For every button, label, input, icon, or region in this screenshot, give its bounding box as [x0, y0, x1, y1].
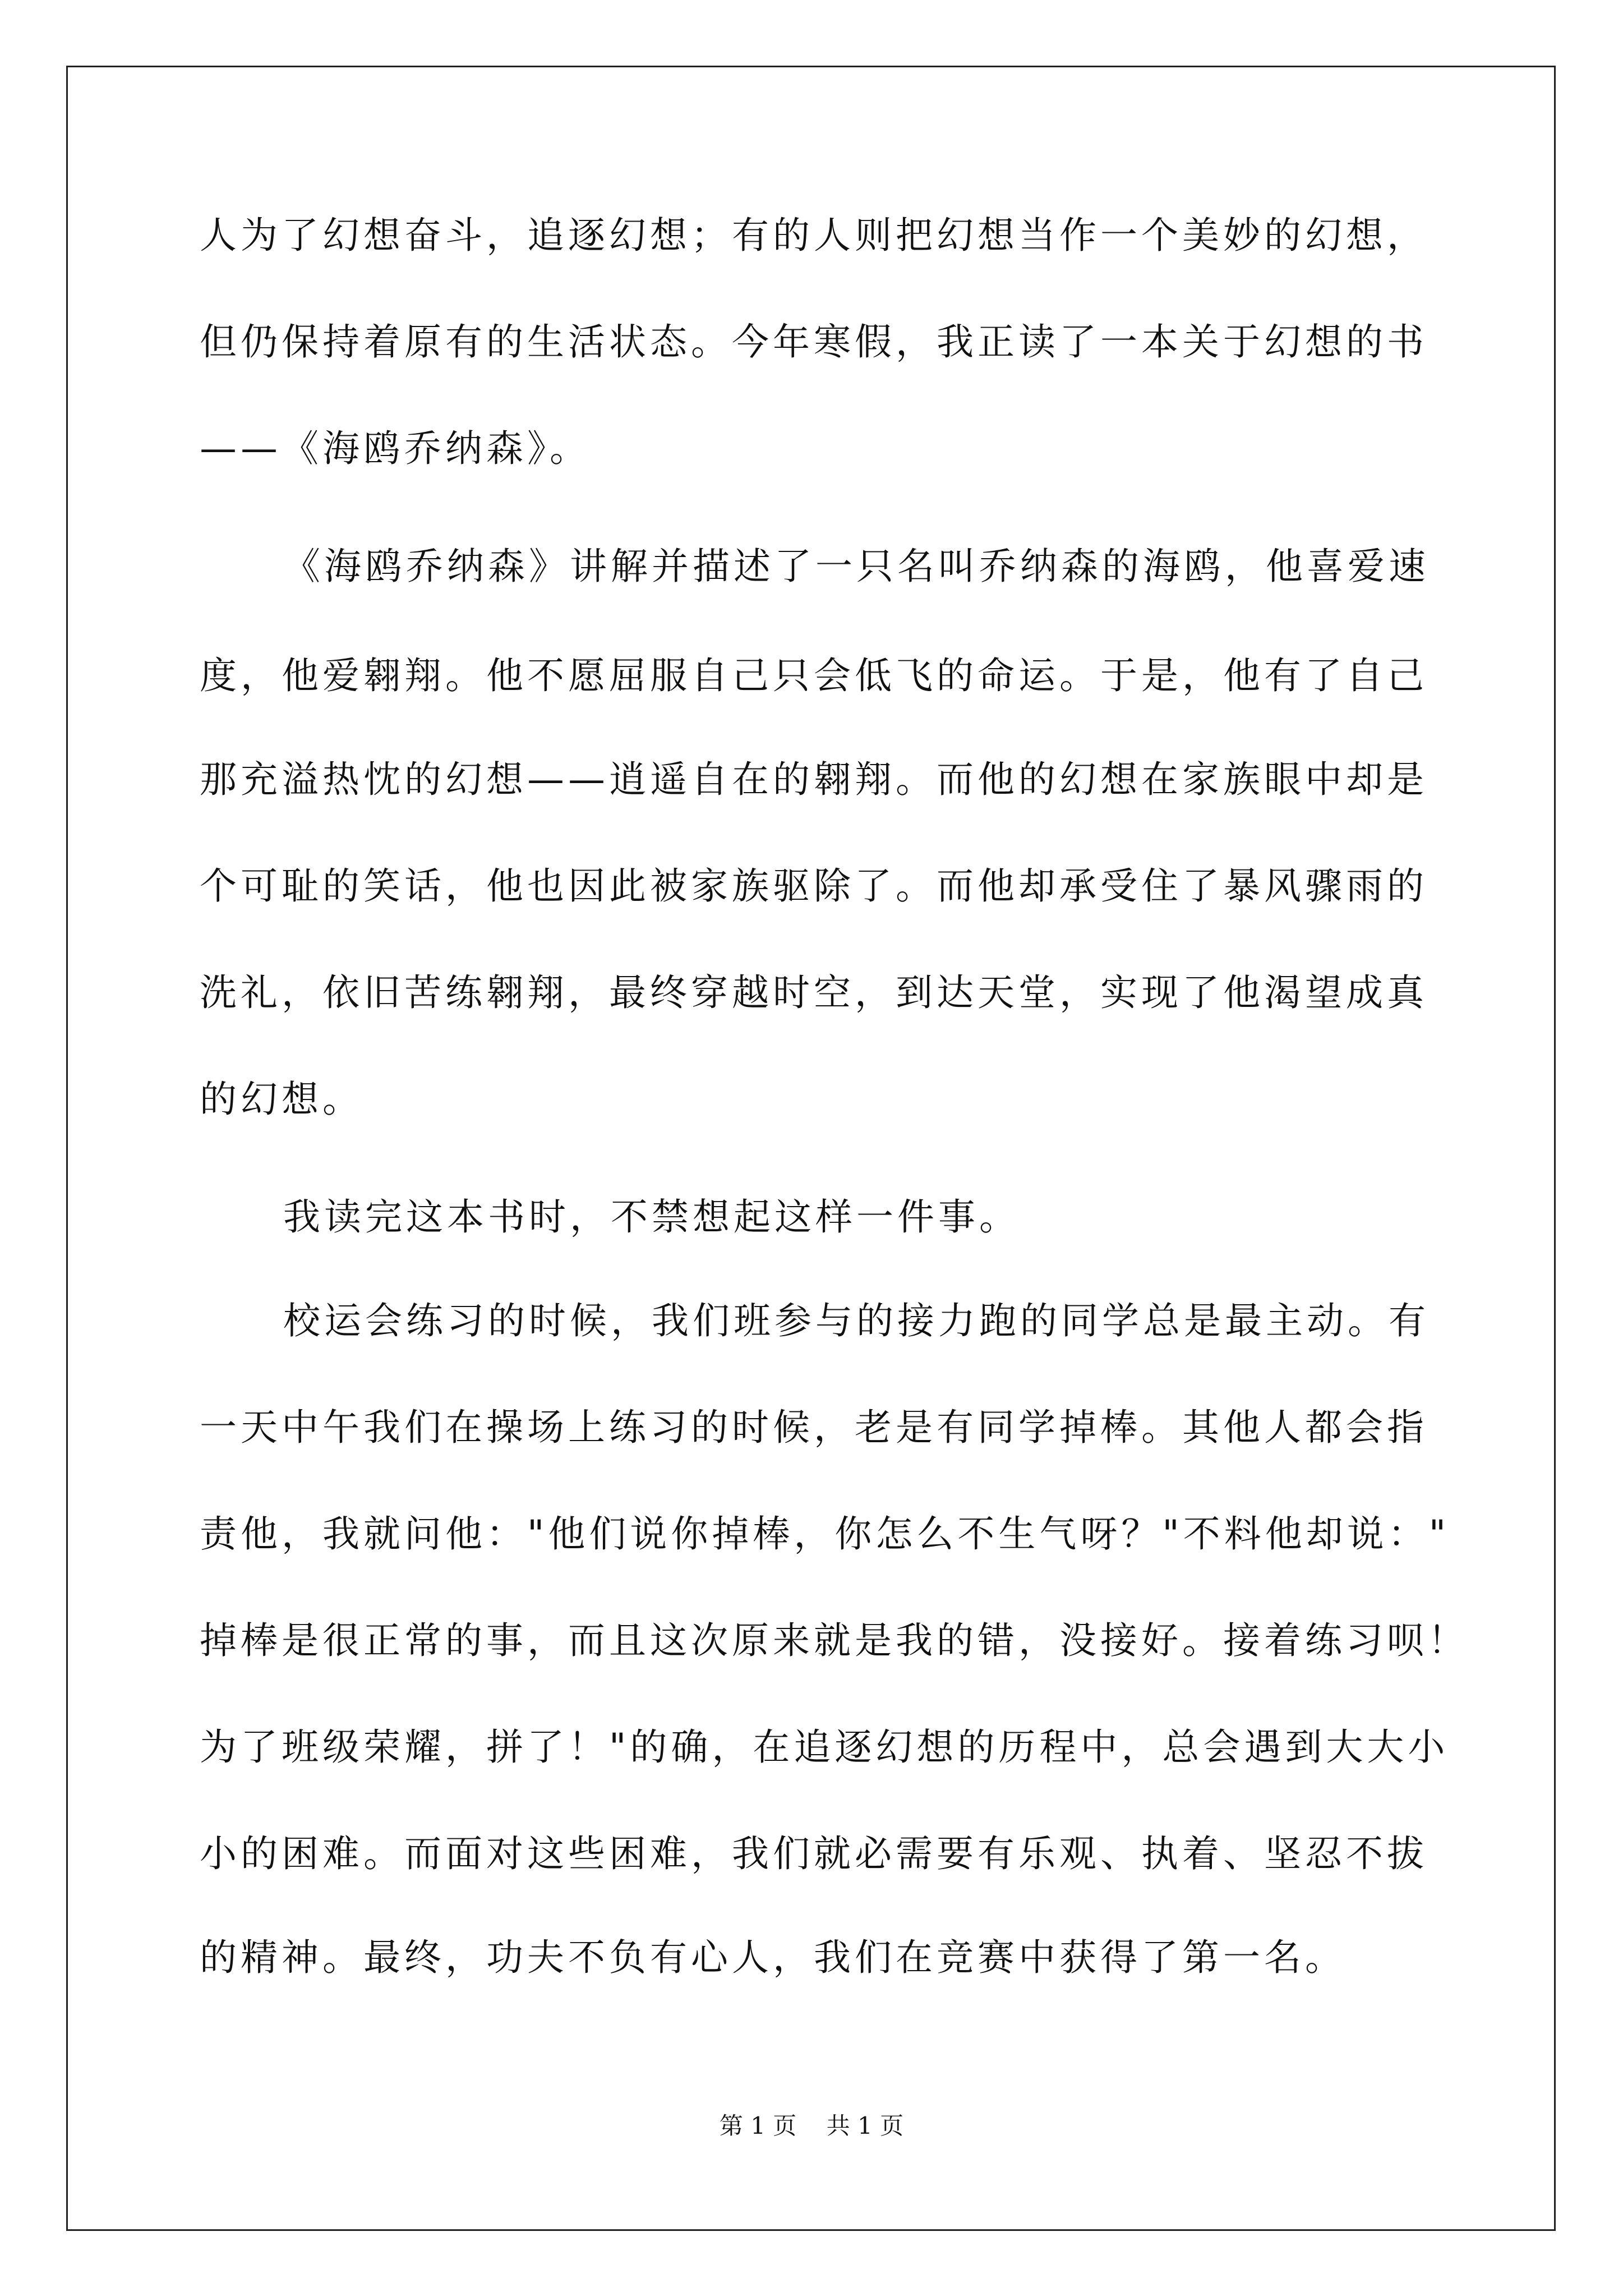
text-line-13: 责他，我就问他："他们说你掉棒，你怎么不生气呀？"不料他却说：" [200, 1512, 1450, 1556]
text-line-15: 为了班级荣耀，拼了！"的确，在追逐幻想的历程中，总会遇到大大小 [200, 1726, 1449, 1769]
page-border [66, 66, 1556, 2231]
text-line-9: 的幻想。 [200, 1078, 363, 1121]
text-line-1: 人为了幻想奋斗，追逐幻想；有的人则把幻想当作一个美妙的幻想， [200, 214, 1428, 257]
text-line-16: 小的困难。而面对这些困难，我们就必需要有乐观、执着、坚忍不拔 [200, 1832, 1428, 1875]
text-line-3: ——《海鸥乔纳森》。 [200, 427, 591, 470]
text-line-8: 洗礼，依旧苦练翱翔，最终穿越时空，到达天堂，实现了他渴望成真 [200, 971, 1428, 1014]
text-line-11: 校运会练习的时候，我们班参与的接力跑的同学总是最主动。有 [283, 1299, 1430, 1342]
page-footer [0, 2109, 1623, 2143]
text-line-12: 一天中午我们在操场上练习的时候，老是有同学掉棒。其他人都会指 [200, 1406, 1428, 1449]
text-line-14: 掉棒是很正常的事，而且这次原来就是我的错，没接好。接着练习呗！ [200, 1619, 1469, 1662]
text-line-6: 那充溢热忱的幻想——逍遥自在的翱翔。而他的幻想在家族眼中却是 [200, 758, 1428, 801]
page-number-current: 第 1 页 [719, 2112, 797, 2139]
text-line-7: 个可耻的笑话，他也因此被家族驱除了。而他却承受住了暴风骤雨的 [200, 864, 1428, 908]
text-line-17: 的精神。最终，功夫不负有心人，我们在竞赛中获得了第一名。 [200, 1936, 1346, 1979]
text-line-10: 我读完这本书时，不禁想起这样一件事。 [283, 1195, 1020, 1239]
page-number-total: 共 1 页 [826, 2112, 904, 2139]
text-line-2: 但仍保持着原有的生活状态。今年寒假，我正读了一本关于幻想的书 [200, 320, 1428, 364]
text-line-5: 度，他爱翱翔。他不愿屈服自己只会低飞的命运。于是，他有了自己 [200, 654, 1428, 697]
text-line-4: 《海鸥乔纳森》讲解并描述了一只名叫乔纳森的海鸥，他喜爱速 [283, 545, 1430, 588]
